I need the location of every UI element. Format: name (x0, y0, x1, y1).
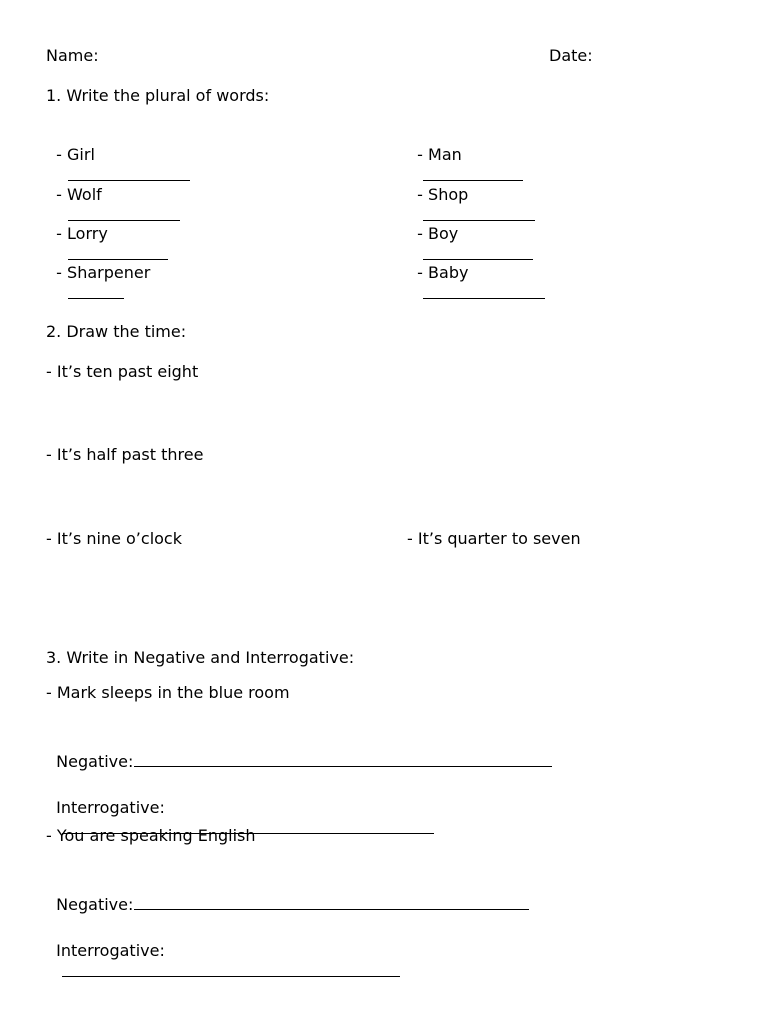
negative-answer-line[interactable] (134, 894, 529, 910)
negative-label: Negative: (56, 752, 134, 771)
interrogative-answer-line[interactable] (62, 961, 400, 977)
negative-answer-line[interactable] (134, 751, 552, 767)
sentence-2-interrogative (46, 921, 400, 982)
section-2-title: 2. Draw the time: (46, 322, 187, 341)
section-1-title: 1. Write the plural of words: (46, 86, 270, 105)
time-item-nine-oclock: - It’s nine o’clock (46, 529, 182, 548)
negative-label: Negative: (56, 895, 134, 914)
plural-word: - Girl (56, 145, 95, 164)
plural-item-baby (407, 243, 545, 304)
answer-blank[interactable] (423, 283, 545, 299)
answer-blank[interactable] (68, 283, 124, 299)
plural-word: - Wolf (56, 185, 102, 204)
time-item-ten-past-eight: - It’s ten past eight (46, 362, 199, 381)
time-item-half-past-three: - It’s half past three (46, 445, 204, 464)
plural-word: - Man (417, 145, 462, 164)
sentence-1: - Mark sleeps in the blue room (46, 683, 290, 702)
plural-word: - Sharpener (56, 263, 151, 282)
name-label: Name: (46, 46, 99, 65)
sentence-1-negative (46, 731, 552, 772)
plural-word: - Boy (417, 224, 459, 243)
sentence-2-negative (46, 874, 529, 915)
plural-word: - Baby (417, 263, 469, 282)
sentence-2: - You are speaking English (46, 826, 256, 845)
time-item-quarter-to-seven: - It’s quarter to seven (407, 529, 581, 548)
plural-word: - Shop (417, 185, 469, 204)
plural-word: - Lorry (56, 224, 108, 243)
section-3-title: 3. Write in Negative and Interrogative: (46, 648, 355, 667)
date-label: Date: (549, 46, 593, 65)
interrogative-label: Interrogative: (56, 941, 165, 960)
interrogative-label: Interrogative: (56, 798, 165, 817)
plural-item-sharpener (46, 243, 150, 304)
